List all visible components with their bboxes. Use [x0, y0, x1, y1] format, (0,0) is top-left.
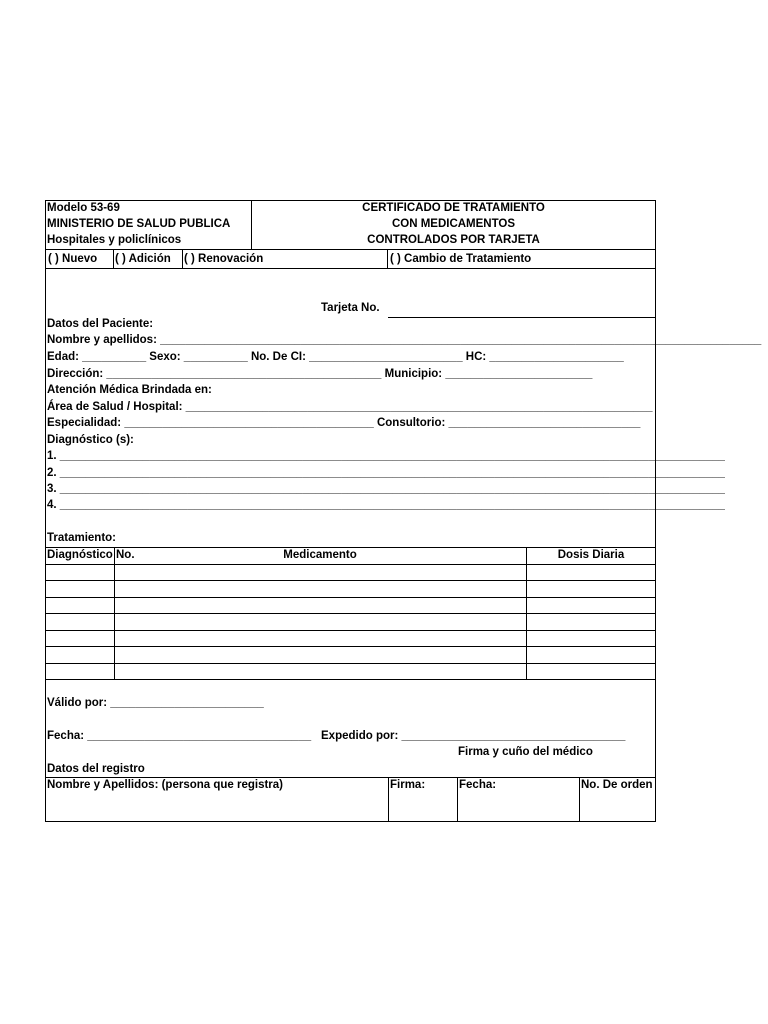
option-cambio-tratamiento[interactable]: ( ) Cambio de Tratamiento: [390, 253, 532, 265]
option-renovacion[interactable]: ( ) Renovación: [184, 253, 264, 265]
header-model-number: Modelo 53-69: [47, 202, 120, 214]
header-ministry: MINISTERIO DE SALUD PUBLICA: [47, 218, 231, 230]
registry-date-cell[interactable]: Fecha:: [459, 779, 497, 791]
diagnosis-line-1[interactable]: 1. ________________________________________________________________________________________________________: [47, 450, 725, 462]
diagnosis-line-2[interactable]: 2. ________________________________________________________________________________________________________: [47, 467, 725, 479]
diagnosis-line-4[interactable]: 4. ________________________________________________________________________________________________________: [47, 499, 725, 511]
table-row: [45, 646, 656, 647]
options-divider-3: [387, 249, 388, 269]
health-area-field[interactable]: Área de Salud / Hospital: _________________________________________________________________________: [47, 401, 653, 413]
option-nuevo[interactable]: ( ) Nuevo: [48, 253, 98, 265]
registry-order-number-cell[interactable]: No. De orden: [581, 779, 653, 791]
age-sex-ci-hc-field[interactable]: Edad: __________ Sexo: __________ No. De CI: ________________________ HC: _____________________: [47, 351, 624, 363]
issued-by-field[interactable]: Expedido por: ___________________________________: [321, 730, 626, 742]
document-title-line-3: CONTROLADOS POR TARJETA: [367, 234, 540, 246]
tarjeta-label: Tarjeta No.: [321, 302, 380, 314]
options-divider-1: [113, 249, 114, 269]
document-title-line-2: CON MEDICAMENTOS: [391, 218, 516, 230]
column-header-diagnosis-no: Diagnóstico No.: [47, 549, 135, 561]
header-hospitals: Hospitales y policlínicos: [47, 234, 182, 246]
medical-attention-heading: Atención Médica Brindada en:: [47, 384, 212, 396]
registry-divider-1: [388, 777, 389, 822]
option-adicion[interactable]: ( ) Adición: [115, 253, 171, 265]
document-title-line-1: CERTIFICADO DE TRATAMIENTO: [362, 202, 545, 214]
table-col-divider-2: [526, 547, 527, 679]
registry-name-cell[interactable]: Nombre y Apellidos: (persona que registra): [47, 779, 284, 791]
address-field[interactable]: Dirección: ___________________________________________ Municipio: _______________________: [47, 368, 593, 380]
treatment-heading: Tratamiento:: [47, 532, 117, 544]
diagnosis-line-3[interactable]: 3. ________________________________________________________________________________________________________: [47, 483, 725, 495]
table-row: [45, 663, 656, 664]
column-header-daily-dose: Dosis Diaria: [557, 549, 625, 561]
valid-for-field[interactable]: Válido por: ________________________: [47, 697, 264, 709]
tarjeta-input-line[interactable]: [388, 317, 656, 318]
registry-signature-cell[interactable]: Firma:: [390, 779, 426, 791]
table-row: [45, 597, 656, 598]
registry-heading: Datos del registro: [47, 763, 145, 775]
diagnosis-heading: Diagnóstico (s):: [47, 434, 134, 446]
date-field[interactable]: Fecha: ___________________________________: [47, 730, 312, 742]
table-row: [45, 564, 656, 565]
doctor-signature-caption: Firma y cuño del médico: [458, 746, 593, 758]
patient-name-field[interactable]: Nombre y apellidos: ______________________________________________________________________________________________: [47, 334, 762, 346]
registry-divider-2: [457, 777, 458, 822]
patient-data-heading: Datos del Paciente:: [47, 318, 154, 330]
table-row: [45, 580, 656, 581]
specialty-field[interactable]: Especialidad: _______________________________________ Consultorio: ______________________________: [47, 417, 641, 429]
table-row: [45, 630, 656, 631]
column-header-medication: Medicamento: [283, 549, 357, 561]
registry-divider-3: [579, 777, 580, 822]
table-bottom-border: [45, 679, 656, 680]
table-row: [45, 613, 656, 614]
options-divider-2: [182, 249, 183, 269]
table-col-divider-1: [114, 547, 115, 679]
